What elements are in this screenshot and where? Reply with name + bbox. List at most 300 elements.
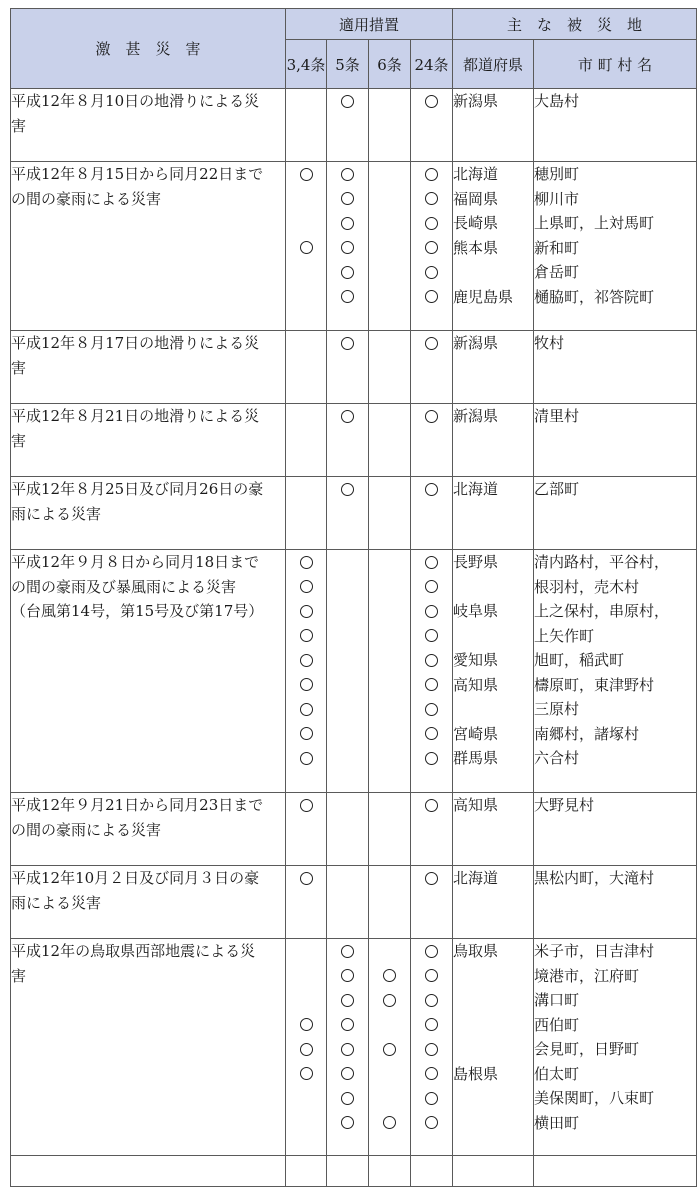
measure-line: [369, 964, 410, 989]
measure-line: [411, 1062, 452, 1087]
prefecture-name: 島根県: [453, 1064, 499, 1083]
description-line: の間の豪雨による災害: [11, 820, 162, 839]
applied-mark: [341, 1067, 354, 1080]
disaster-description: [11, 331, 286, 404]
applied-mark: [300, 1018, 313, 1031]
measure-cell-5: [327, 866, 369, 939]
measure-cell-34: [286, 89, 327, 162]
applied-mark: [425, 217, 438, 230]
prefecture-name: 愛知県: [453, 651, 499, 669]
applied-mark: [341, 483, 354, 496]
disaster-description: [11, 162, 286, 331]
applied-mark: [341, 945, 354, 958]
measure-line: [369, 746, 410, 771]
municipality-cell: [534, 331, 697, 404]
measure-line: [369, 624, 410, 649]
applied-mark: [300, 727, 313, 740]
municipality-name: 伯太町: [534, 1064, 580, 1083]
applied-mark: [425, 872, 438, 885]
measure-line: [369, 793, 410, 818]
measure-line: [286, 793, 326, 818]
empty-cell: [411, 1156, 453, 1187]
applied-mark: [341, 1092, 354, 1105]
measure-cell-24: [411, 477, 453, 550]
measure-line: [411, 1086, 452, 1111]
measure-line: [327, 162, 368, 187]
measure-cell-5: [327, 331, 369, 404]
table-row: [11, 404, 697, 477]
measure-line: [369, 550, 410, 575]
measure-line: [286, 162, 326, 187]
measure-line: [369, 939, 410, 964]
measure-line: [411, 722, 452, 747]
measure-cell-6: [369, 162, 411, 331]
measure-cell-34: [286, 477, 327, 550]
measure-line: [327, 477, 368, 502]
municipality-name: 美保関町，八束町: [534, 1089, 655, 1107]
prefecture-cell: [453, 866, 534, 939]
municipality-name: 六合村: [534, 749, 580, 767]
empty-cell: [286, 1156, 327, 1187]
prefecture-name: [453, 1037, 533, 1062]
measure-line: [369, 331, 410, 356]
applied-mark: [300, 799, 313, 812]
disaster-description: [11, 939, 286, 1156]
description-line: 平成12年８月25日及び同月26日の豪: [11, 480, 264, 498]
measure-line: [369, 211, 410, 236]
measure-line: [327, 89, 368, 114]
applied-mark: [300, 629, 313, 642]
empty-cell: [327, 1156, 369, 1187]
description-line: 平成12年の鳥取県西部地震による災: [11, 942, 256, 960]
measure-line: [411, 236, 452, 261]
measure-line: [411, 648, 452, 673]
measure-cell-24: [411, 866, 453, 939]
description-line: 雨による災害: [11, 504, 102, 523]
municipality-name: 檮原町，東津野村: [534, 675, 655, 694]
table-row: [11, 89, 697, 162]
measure-line: [369, 162, 410, 187]
applied-mark: [341, 192, 354, 205]
measure-line: [411, 624, 452, 649]
prefecture-name: 新潟県: [453, 407, 499, 425]
measure-cell-6: [369, 404, 411, 477]
disaster-description: [11, 404, 286, 477]
prefecture-name: [453, 988, 533, 1013]
header-measures: 適用措置: [286, 9, 453, 40]
measure-line: [411, 1111, 452, 1136]
prefecture-name: 長野県: [453, 553, 499, 571]
header-col-34: 3,4条: [286, 40, 327, 89]
disaster-description: [11, 550, 286, 793]
applied-mark: [425, 337, 438, 350]
header-disaster: 激 甚 災 害: [11, 9, 286, 89]
description-line: 害: [11, 358, 27, 377]
measure-line: [286, 477, 326, 502]
applied-mark: [425, 95, 438, 108]
measure-line: [286, 1111, 326, 1136]
description-line: 平成12年10月２日及び同月３日の豪: [11, 869, 260, 887]
municipality-name: 横田町: [534, 1113, 580, 1132]
applied-mark: [341, 1116, 354, 1129]
applied-mark: [425, 192, 438, 205]
disaster-description: [11, 477, 286, 550]
table-row-continued: [11, 1156, 697, 1187]
measure-line: [411, 964, 452, 989]
measure-line: [369, 575, 410, 600]
measure-cell-6: [369, 477, 411, 550]
measure-line: [411, 866, 452, 891]
measure-line: [369, 236, 410, 261]
municipality-name: 上県町，上対馬町: [534, 214, 655, 232]
measure-cell-6: [369, 331, 411, 404]
applied-mark: [341, 168, 354, 181]
prefecture-name: [453, 575, 533, 600]
measure-line: [369, 404, 410, 429]
measure-line: [369, 1086, 410, 1111]
measure-cell-34: [286, 939, 327, 1156]
measure-line: [327, 1037, 368, 1062]
municipality-cell: [534, 162, 697, 331]
disaster-table: [10, 8, 697, 1187]
applied-mark: [425, 483, 438, 496]
applied-mark: [425, 580, 438, 593]
description-line: 害: [11, 116, 27, 135]
applied-mark: [425, 266, 438, 279]
empty-cell: [453, 1156, 534, 1187]
measure-line: [411, 793, 452, 818]
measure-line: [327, 599, 368, 624]
municipality-name: 大島村: [534, 92, 580, 110]
municipality-name: 溝口町: [534, 991, 580, 1009]
description-line: 平成12年８月10日の地滑りによる災: [11, 92, 260, 110]
municipality-name: 会見町，日野町: [534, 1040, 640, 1058]
description-line: 平成12年９月21日から同月23日まで: [11, 796, 264, 814]
prefecture-name: 北海道: [453, 869, 499, 887]
applied-mark: [341, 266, 354, 279]
applied-mark: [425, 727, 438, 740]
measure-line: [411, 673, 452, 698]
measure-line: [286, 673, 326, 698]
header-col-5: 5条: [327, 40, 369, 89]
measure-line: [327, 1062, 368, 1087]
measure-line: [286, 648, 326, 673]
header-col-6: 6条: [369, 40, 411, 89]
municipality-name: 大野見村: [534, 796, 595, 814]
prefecture-cell: [453, 550, 534, 793]
measure-line: [327, 964, 368, 989]
measure-line: [327, 260, 368, 285]
municipality-cell: [534, 866, 697, 939]
measure-line: [327, 939, 368, 964]
applied-mark: [425, 241, 438, 254]
applied-mark: [300, 241, 313, 254]
measure-line: [369, 1037, 410, 1062]
municipality-name: 新和町: [534, 238, 580, 257]
header-col-pref: 都道府県: [453, 40, 534, 89]
applied-mark: [425, 678, 438, 691]
applied-mark: [425, 945, 438, 958]
measure-line: [369, 477, 410, 502]
description-line: 雨による災害: [11, 893, 102, 912]
measure-line: [286, 575, 326, 600]
municipality-name: 境港市，江府町: [534, 966, 640, 985]
measure-line: [369, 1111, 410, 1136]
prefecture-name: 高知県: [453, 796, 499, 814]
measure-line: [327, 211, 368, 236]
measure-line: [286, 866, 326, 891]
measure-cell-24: [411, 550, 453, 793]
measure-cell-24: [411, 404, 453, 477]
measure-line: [327, 866, 368, 891]
measure-line: [286, 697, 326, 722]
header-col-24: 24条: [411, 40, 453, 89]
municipality-name: 根羽村，売木村: [534, 577, 640, 596]
measure-line: [286, 260, 326, 285]
measure-cell-24: [411, 939, 453, 1156]
prefecture-name: 北海道: [453, 480, 499, 498]
measure-line: [411, 89, 452, 114]
measure-line: [411, 331, 452, 356]
measure-line: [286, 746, 326, 771]
measure-line: [327, 404, 368, 429]
applied-mark: [341, 217, 354, 230]
measure-line: [411, 550, 452, 575]
applied-mark: [341, 290, 354, 303]
measure-cell-6: [369, 866, 411, 939]
prefecture-cell: [453, 89, 534, 162]
measure-cell-6: [369, 89, 411, 162]
measure-cell-5: [327, 550, 369, 793]
prefecture-name: 福岡県: [453, 189, 499, 208]
applied-mark: [425, 1116, 438, 1129]
applied-mark: [383, 969, 396, 982]
measure-line: [286, 89, 326, 114]
prefecture-cell: [453, 404, 534, 477]
header-col-muni: 市 町 村 名: [534, 40, 697, 89]
measure-line: [369, 1013, 410, 1038]
applied-mark: [425, 1043, 438, 1056]
prefecture-name: 新潟県: [453, 92, 499, 110]
applied-mark: [425, 703, 438, 716]
municipality-cell: [534, 404, 697, 477]
measure-line: [369, 285, 410, 310]
table-row: [11, 866, 697, 939]
header-areas: 主 な 被 災 地: [453, 9, 697, 40]
measure-line: [369, 697, 410, 722]
applied-mark: [425, 1067, 438, 1080]
applied-mark: [425, 969, 438, 982]
measure-line: [411, 697, 452, 722]
description-line: の間の豪雨による災害: [11, 189, 162, 208]
measure-line: [327, 1086, 368, 1111]
prefecture-cell: [453, 162, 534, 331]
measure-line: [286, 599, 326, 624]
measure-line: [327, 793, 368, 818]
applied-mark: [425, 654, 438, 667]
applied-mark: [300, 556, 313, 569]
applied-mark: [425, 1092, 438, 1105]
municipality-name: 倉岳町: [534, 263, 580, 281]
measure-line: [369, 722, 410, 747]
measure-line: [411, 211, 452, 236]
measure-cell-24: [411, 331, 453, 404]
municipality-name: 清里村: [534, 407, 580, 425]
prefecture-name: [453, 697, 533, 722]
description-line: 害: [11, 431, 27, 450]
prefecture-name: 北海道: [453, 165, 499, 183]
measure-line: [411, 746, 452, 771]
measure-line: [369, 673, 410, 698]
measure-cell-34: [286, 793, 327, 866]
measure-line: [327, 697, 368, 722]
applied-mark: [300, 752, 313, 765]
measure-cell-5: [327, 404, 369, 477]
measure-line: [327, 1013, 368, 1038]
measure-cell-34: [286, 866, 327, 939]
measure-line: [286, 1086, 326, 1111]
description-line: 平成12年８月21日の地滑りによる災: [11, 407, 260, 425]
prefecture-name: 熊本県: [453, 238, 499, 257]
measure-line: [327, 988, 368, 1013]
measure-line: [327, 746, 368, 771]
measure-line: [369, 1062, 410, 1087]
municipality-cell: [534, 89, 697, 162]
applied-mark: [425, 799, 438, 812]
measure-line: [286, 187, 326, 212]
measure-line: [286, 404, 326, 429]
disaster-description: [11, 793, 286, 866]
measure-line: [286, 1037, 326, 1062]
applied-mark: [425, 1018, 438, 1031]
measure-line: [411, 162, 452, 187]
measure-line: [286, 236, 326, 261]
municipality-name: 樋脇町，祁答院町: [534, 287, 655, 306]
table-row: [11, 162, 697, 331]
measure-line: [286, 1062, 326, 1087]
measure-line: [327, 187, 368, 212]
measure-line: [327, 236, 368, 261]
municipality-name: 上之保村，串原村，: [534, 602, 670, 620]
applied-mark: [425, 629, 438, 642]
applied-mark: [300, 654, 313, 667]
measure-line: [286, 624, 326, 649]
municipality-cell: [534, 550, 697, 793]
municipality-name: 米子市，日吉津村: [534, 942, 655, 960]
applied-mark: [425, 410, 438, 423]
table-row: [11, 477, 697, 550]
measure-line: [286, 722, 326, 747]
empty-cell: [534, 1156, 697, 1187]
measure-cell-6: [369, 550, 411, 793]
prefecture-name: 鳥取県: [453, 942, 499, 960]
measure-line: [411, 285, 452, 310]
measure-cell-6: [369, 939, 411, 1156]
applied-mark: [300, 678, 313, 691]
measure-cell-24: [411, 793, 453, 866]
applied-mark: [341, 994, 354, 1007]
prefecture-name: 鹿児島県: [453, 287, 514, 306]
measure-line: [411, 477, 452, 502]
prefecture-cell: [453, 793, 534, 866]
prefecture-name: 岐阜県: [453, 602, 499, 620]
measure-line: [411, 260, 452, 285]
measure-line: [286, 285, 326, 310]
prefecture-name: 新潟県: [453, 334, 499, 352]
municipality-name: 穂別町: [534, 165, 580, 183]
measure-line: [369, 187, 410, 212]
measure-line: [411, 599, 452, 624]
measure-cell-34: [286, 404, 327, 477]
applied-mark: [383, 1043, 396, 1056]
measure-cell-34: [286, 331, 327, 404]
description-line: 害: [11, 966, 27, 985]
applied-mark: [383, 1116, 396, 1129]
measure-line: [327, 575, 368, 600]
prefecture-name: [453, 1013, 533, 1038]
measure-cell-5: [327, 793, 369, 866]
measure-line: [327, 624, 368, 649]
measure-line: [327, 722, 368, 747]
empty-cell: [369, 1156, 411, 1187]
table-body: [11, 89, 697, 1187]
measure-line: [286, 331, 326, 356]
measure-cell-24: [411, 162, 453, 331]
applied-mark: [300, 1067, 313, 1080]
disaster-description: [11, 89, 286, 162]
prefecture-name: [453, 624, 533, 649]
prefecture-cell: [453, 331, 534, 404]
municipality-name: 三原村: [534, 700, 580, 718]
measure-cell-34: [286, 162, 327, 331]
measure-line: [411, 575, 452, 600]
municipality-name: 清内路村，平谷村，: [534, 553, 670, 571]
measure-cell-5: [327, 939, 369, 1156]
measure-line: [286, 964, 326, 989]
municipality-name: 南郷村，諸塚村: [534, 724, 640, 743]
municipality-cell: [534, 939, 697, 1156]
applied-mark: [341, 337, 354, 350]
applied-mark: [425, 752, 438, 765]
applied-mark: [341, 410, 354, 423]
applied-mark: [341, 95, 354, 108]
measure-cell-6: [369, 793, 411, 866]
measure-line: [327, 1111, 368, 1136]
prefecture-name: 高知県: [453, 675, 499, 694]
municipality-name: 乙部町: [534, 480, 580, 498]
measure-line: [369, 599, 410, 624]
measure-line: [369, 988, 410, 1013]
measure-line: [369, 260, 410, 285]
prefecture-cell: [453, 477, 534, 550]
applied-mark: [300, 605, 313, 618]
municipality-cell: [534, 793, 697, 866]
table-row: [11, 793, 697, 866]
measure-line: [286, 988, 326, 1013]
prefecture-name: 長崎県: [453, 214, 499, 232]
measure-line: [411, 187, 452, 212]
measure-line: [327, 285, 368, 310]
measure-line: [411, 1013, 452, 1038]
measure-line: [327, 550, 368, 575]
description-line: 平成12年８月15日から同月22日まで: [11, 165, 264, 183]
measure-line: [369, 89, 410, 114]
measure-cell-5: [327, 162, 369, 331]
applied-mark: [300, 580, 313, 593]
municipality-name: 旭町，稲武町: [534, 651, 625, 669]
measure-line: [411, 1037, 452, 1062]
applied-mark: [300, 168, 313, 181]
